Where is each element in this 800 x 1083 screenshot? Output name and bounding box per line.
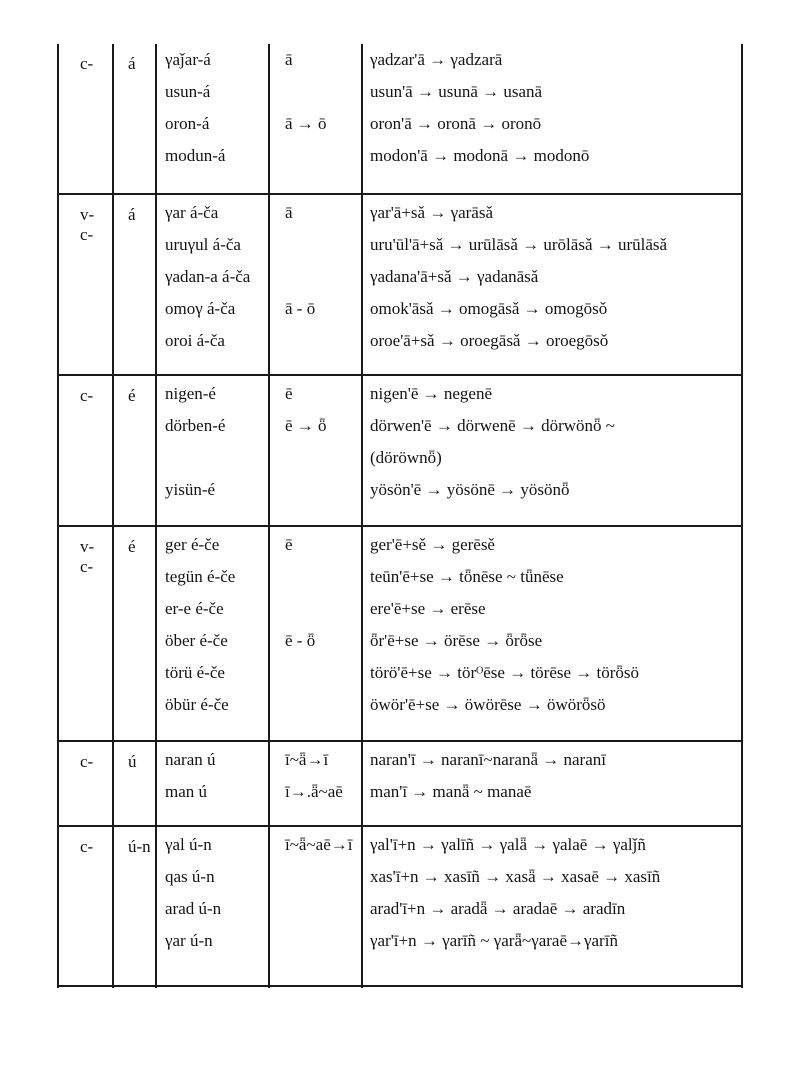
word-form: öbür é-če	[165, 695, 229, 714]
vowel-cell	[285, 44, 359, 172]
row-divider	[57, 740, 743, 742]
row-divider	[57, 193, 743, 195]
vowel-change	[285, 593, 359, 625]
class-label: v-	[80, 205, 95, 224]
vowel-change: ī~ǟ→ī	[285, 750, 329, 769]
row-divider	[57, 525, 743, 527]
suffix-mark: ú	[128, 752, 137, 771]
word-form: oron-á	[165, 114, 210, 133]
derivation: oroe'ā+sǎ → oroegāsǎ → oroegōsǒ	[370, 331, 609, 350]
suffix-mark: é	[128, 537, 136, 556]
derivation: dörwen'ē → dörwenē → dörwönȫ ~	[370, 416, 616, 435]
suffix-cell	[128, 837, 154, 857]
vowel-change	[285, 140, 359, 172]
class-cell	[80, 837, 110, 857]
word-form: modun-á	[165, 146, 226, 165]
vowel-change: ā	[285, 203, 293, 222]
word-form: öber é-če	[165, 631, 228, 650]
table-bottom-rule	[57, 985, 743, 987]
vowel-change: ī→.ǟ~aē	[285, 782, 343, 801]
word-cell	[165, 829, 267, 957]
word-form: γadan-a á-ča	[165, 267, 251, 286]
class-label: c-	[80, 752, 94, 771]
derivation: nigen'ē → negenē	[370, 384, 493, 403]
word-form	[165, 442, 267, 474]
class-label: c-	[80, 54, 94, 73]
table-rule-col5	[361, 44, 363, 988]
derivation: ere'ē+se → erēse	[370, 599, 486, 618]
vowel-change	[285, 925, 359, 957]
suffix-mark: ú-n	[128, 837, 151, 856]
derivation: (döröwnȫ)	[370, 448, 442, 467]
derivation: oron'ā → oronā → oronō	[370, 114, 542, 133]
vowel-change	[285, 893, 359, 925]
derivation: teūn'ē+se → tȫnēse ~ tǖnēse	[370, 567, 564, 586]
word-form: yisün-é	[165, 480, 216, 499]
class-label: c-	[80, 837, 94, 856]
vowel-change	[285, 474, 359, 506]
word-form: uruγul á-ča	[165, 235, 241, 254]
derivation: arad'ī+n → aradǟ → aradaē → aradīn	[370, 899, 626, 918]
table-rule-left	[57, 44, 59, 988]
vowel-change	[285, 689, 359, 721]
word-cell	[165, 744, 267, 808]
class-label: c-	[80, 557, 94, 576]
class-label: v-	[80, 537, 95, 556]
word-form: man ú	[165, 782, 208, 801]
suffix-mark: á	[128, 54, 136, 73]
derivation: γar'ī+n → γarīñ ~ γarǟ~γaraē→γarīñ	[370, 931, 618, 950]
vowel-change: ā → ō	[285, 114, 327, 133]
suffix-cell	[128, 205, 154, 225]
vowel-change	[285, 76, 359, 108]
word-form: γar ú-n	[165, 931, 213, 950]
derivation: öwör'ē+se → öwörēse → öwörȫsö	[370, 695, 606, 714]
word-form: törü é-če	[165, 663, 225, 682]
class-cell	[80, 752, 110, 772]
class-cell	[80, 54, 110, 74]
suffix-cell	[128, 54, 154, 74]
suffix-mark: á	[128, 205, 136, 224]
derivation: ger'ē+sě → gerēsě	[370, 535, 495, 554]
word-form: er-e é-če	[165, 599, 224, 618]
vowel-change	[285, 561, 359, 593]
vowel-cell	[285, 744, 359, 808]
suffix-cell	[128, 386, 154, 406]
class-cell	[80, 386, 110, 406]
word-cell	[165, 378, 267, 506]
derivation: γar'ā+sǎ → γarāsǎ	[370, 203, 494, 222]
derivation: törö'ē+se → törᴼēse → törēse → törȫsö	[370, 663, 640, 682]
derivation-cell	[370, 829, 742, 957]
derivation: γal'ī+n → γalīñ → γalǟ → γalaē → γalǰñ	[370, 835, 646, 854]
derivation-cell	[370, 529, 742, 721]
vowel-change: ā - ō	[285, 299, 316, 318]
derivation-cell	[370, 197, 742, 357]
vowel-change	[285, 861, 359, 893]
vowel-change: ā	[285, 50, 293, 69]
vowel-change	[285, 442, 359, 474]
suffix-cell	[128, 537, 154, 557]
vowel-change: ē	[285, 384, 293, 403]
vowel-change: ē → ȫ	[285, 416, 327, 435]
vowel-change	[285, 325, 359, 357]
derivation-cell	[370, 378, 742, 506]
word-form: naran ú	[165, 750, 216, 769]
class-cell	[80, 537, 110, 577]
table-rule-col2	[112, 44, 114, 988]
vowel-cell	[285, 378, 359, 506]
derivation: usun'ā → usunā → usanā	[370, 82, 543, 101]
derivation: man'ī → manǟ ~ manaē	[370, 782, 532, 801]
derivation: naran'ī → naranī~naranǟ → naranī	[370, 750, 606, 769]
word-form: dörben-é	[165, 416, 226, 435]
derivation: γadzar'ā → γadzarā	[370, 50, 503, 69]
word-cell	[165, 197, 267, 357]
vowel-cell	[285, 197, 359, 357]
word-form: γaǰar-á	[165, 50, 211, 69]
derivation: omok'āsǎ → omogāsǎ → omogōsǒ	[370, 299, 608, 318]
vowel-change: ī~ǟ~aē→ī	[285, 835, 353, 854]
vowel-change	[285, 657, 359, 689]
derivation: uru'ūl'ā+sǎ → urūlāsǎ → urōlāsǎ → urūlāsǎ	[370, 235, 668, 254]
table-rule-col4	[268, 44, 270, 988]
word-form: usun-á	[165, 82, 211, 101]
word-form: tegün é-če	[165, 567, 236, 586]
class-label: c-	[80, 386, 94, 405]
word-form: qas ú-n	[165, 867, 215, 886]
word-form: γar á-ča	[165, 203, 219, 222]
vowel-change: ē - ȫ	[285, 631, 316, 650]
word-form: γal ú-n	[165, 835, 212, 854]
class-label: c-	[80, 225, 94, 244]
vowel-cell	[285, 529, 359, 721]
row-divider	[57, 374, 743, 376]
vowel-cell	[285, 829, 359, 957]
vowel-change: ē	[285, 535, 293, 554]
word-form: nigen-é	[165, 384, 216, 403]
suffix-cell	[128, 752, 154, 772]
vowel-change	[285, 261, 359, 293]
derivation: modon'ā → modonā → modonō	[370, 146, 590, 165]
derivation-cell	[370, 744, 742, 808]
vowel-change	[285, 229, 359, 261]
derivation: γadana'ā+sǎ → γadanāsǎ	[370, 267, 539, 286]
derivation: yösön'ē → yösönē → yösönȫ	[370, 480, 570, 499]
word-cell	[165, 529, 267, 721]
word-form: omoγ á-ča	[165, 299, 236, 318]
suffix-mark: é	[128, 386, 136, 405]
word-form: oroi á-ča	[165, 331, 225, 350]
derivation: ȫr'ē+se → örēse → ȫrȫse	[370, 631, 543, 650]
word-form: arad ú-n	[165, 899, 222, 918]
derivation-cell	[370, 44, 742, 172]
row-divider	[57, 825, 743, 827]
derivation: xas'ī+n → xasīñ → xasǟ → xasaē → xasīñ	[370, 867, 661, 886]
table-rule-col3	[155, 44, 157, 988]
word-cell	[165, 44, 267, 172]
word-form: ger é-če	[165, 535, 220, 554]
class-cell	[80, 205, 110, 245]
